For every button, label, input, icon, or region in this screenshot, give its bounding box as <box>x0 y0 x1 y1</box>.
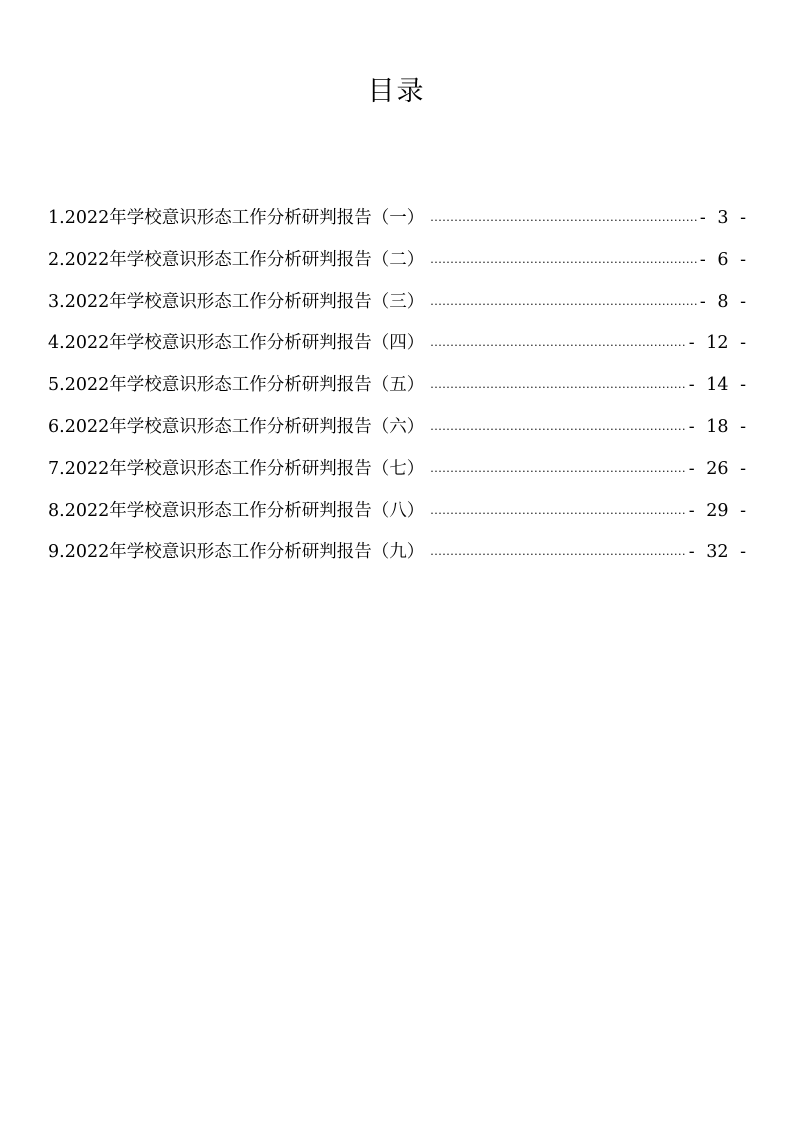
dot-leader <box>430 197 698 239</box>
toc-entry-text: 2022年学校意识形态工作分析研判报告（四） <box>64 333 425 354</box>
toc-entry[interactable] <box>48 198 746 240</box>
toc-entry-page: - 12 - <box>688 333 746 354</box>
toc-entry[interactable] <box>48 407 746 449</box>
toc-entry-number: 4. <box>48 333 65 354</box>
toc-entry-number: 8. <box>48 500 65 521</box>
toc-entry-number: 1. <box>48 208 65 228</box>
toc-entry-page: - 26 - <box>688 458 746 479</box>
toc-entry[interactable] <box>48 323 746 365</box>
toc-entry[interactable] <box>48 365 746 407</box>
toc-entry-number: 3. <box>48 291 65 312</box>
toc-entry-number: 7. <box>48 458 65 479</box>
dot-leader <box>430 281 698 323</box>
toc-entry-text: 2022年学校意识形态工作分析研判报告（七） <box>64 458 425 479</box>
toc-entry-number: 2. <box>48 249 65 270</box>
toc-entry[interactable] <box>48 491 746 533</box>
dot-leader <box>430 448 687 490</box>
toc-entry-text: 2022年学校意识形态工作分析研判报告（九） <box>64 542 425 563</box>
dot-leader <box>430 239 698 281</box>
toc-entry-page: - 32 - <box>688 542 746 563</box>
toc-entry-text: 2022年学校意识形态工作分析研判报告（五） <box>64 375 425 396</box>
dot-leader <box>430 490 687 532</box>
toc-entry-text: 2022年学校意识形态工作分析研判报告（六） <box>64 416 425 437</box>
dot-leader <box>430 364 687 406</box>
toc-entry[interactable] <box>48 532 746 574</box>
toc-entry-page: - 6 - <box>699 249 746 270</box>
toc-entry-page: - 3 - <box>699 208 746 228</box>
toc-entry-text: 2022年学校意识形态工作分析研判报告（二） <box>64 249 425 270</box>
toc-entry-number: 6. <box>48 416 65 437</box>
toc-entry-number: 5. <box>48 375 65 396</box>
toc-entry[interactable] <box>48 240 746 282</box>
dot-leader <box>430 531 687 573</box>
dot-leader <box>430 322 687 364</box>
toc-entry-page: - 8 - <box>699 291 746 312</box>
toc-entry-text: 2022年学校意识形态工作分析研判报告（三） <box>64 291 425 312</box>
toc-entry-page: - 14 - <box>688 375 746 396</box>
table-of-contents <box>48 198 746 574</box>
dot-leader <box>430 406 687 448</box>
toc-entry-text: 2022年学校意识形态工作分析研判报告（八） <box>64 500 425 521</box>
toc-entry-page: - 18 - <box>688 416 746 437</box>
toc-entry[interactable] <box>48 282 746 324</box>
toc-entry-text: 2022年学校意识形态工作分析研判报告（一） <box>64 208 425 228</box>
toc-entry-page: - 29 - <box>688 500 746 521</box>
toc-entry[interactable] <box>48 449 746 491</box>
toc-entry-number: 9. <box>48 542 65 563</box>
toc-title: 目录 <box>367 76 426 107</box>
